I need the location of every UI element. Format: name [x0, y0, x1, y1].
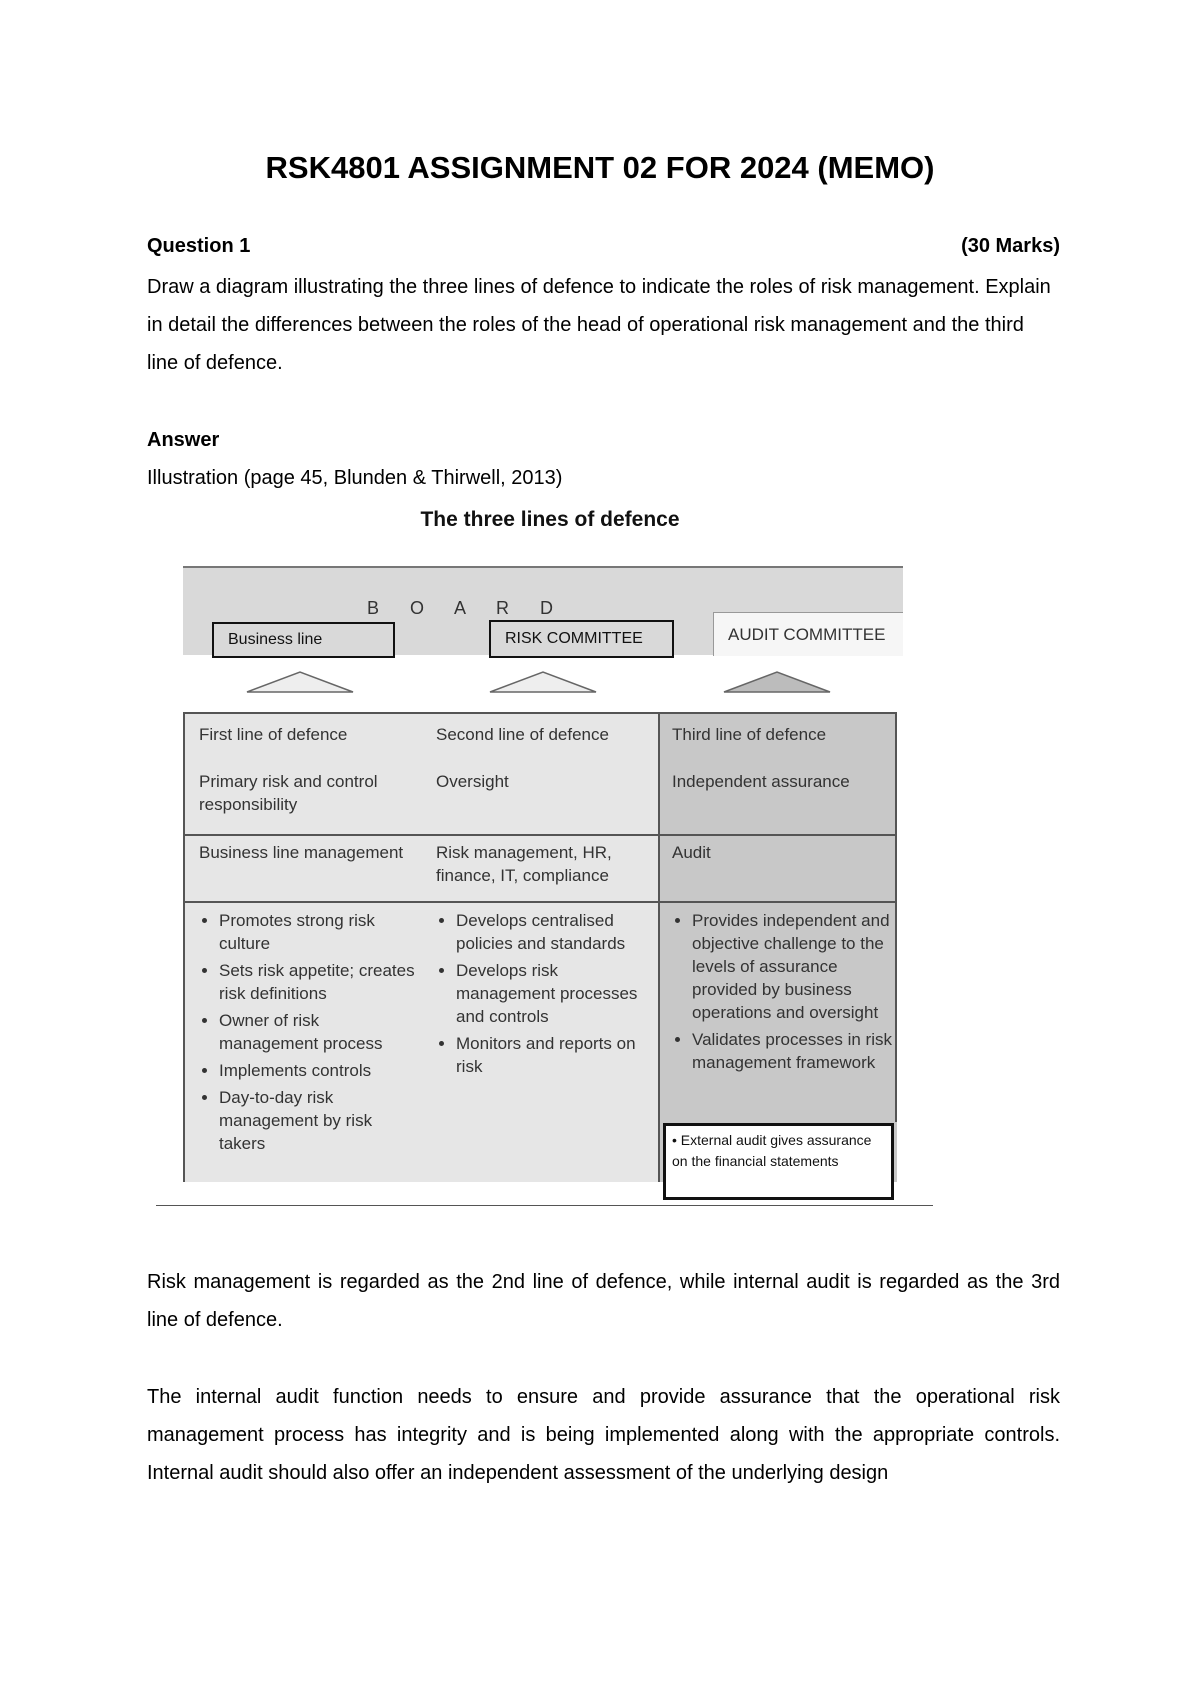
board-label: B O A R D: [367, 598, 567, 618]
col1-bullets: [199, 909, 417, 1159]
col3-bullets: [672, 909, 894, 1078]
col2-who: Risk management, HR, finance, IT, compliance: [436, 843, 612, 885]
col1-heading: First line of defence: [199, 725, 348, 744]
list-item: • Day-to-day risk management by risk takers: [219, 1086, 417, 1155]
table-left-border: [183, 712, 185, 1182]
col2-bullets: [436, 909, 654, 1082]
list-item: • Validates processes in risk management framework: [692, 1028, 894, 1074]
list-item: • Owner of risk management process: [219, 1009, 417, 1055]
question-marks: (30 Marks): [961, 235, 1060, 257]
question-header: [147, 235, 1060, 258]
list-item: • Develops centralised policies and standards: [456, 909, 654, 955]
col2-heading: Second line of defence: [436, 725, 609, 744]
col2-role: Oversight: [436, 772, 509, 791]
board-top-line: [183, 566, 903, 568]
list-item: • Develops risk management processes and controls: [456, 959, 654, 1028]
col3-who: Audit: [672, 843, 711, 862]
business-line-box: Business line: [212, 622, 395, 658]
row-divider-2: [183, 901, 897, 903]
arrow-up-icon-second: [488, 670, 598, 694]
diagram-bottom-rule: [156, 1205, 933, 1206]
list-item: • Implements controls: [219, 1059, 417, 1082]
third-column-left-border: [658, 712, 660, 1182]
paragraph-1: Risk management is regarded as the 2nd line of defence, while internal audit is regarded as the 3rd line of defence.: [147, 1271, 1060, 1331]
table-right-border: [895, 712, 897, 1122]
table-top-border: [183, 712, 897, 714]
answer-source: Illustration (page 45, Blunden & Thirwell, 2013): [147, 467, 563, 489]
col1-role: Primary risk and control responsibility: [199, 772, 378, 814]
list-item: • Promotes strong risk culture: [219, 909, 417, 955]
row-divider-1: [183, 834, 897, 836]
diagram-title: The three lines of defence: [420, 508, 680, 531]
answer-label: Answer: [147, 429, 220, 451]
paragraph-2: The internal audit function needs to ensure and provide assurance that the operational risk management process has integrity and is being implemented along with the appropriate controls. Internal audit should also offer an independent assessment of the underlying design: [147, 1386, 1060, 1484]
col1-who: Business line management: [199, 843, 404, 862]
defence-table: [183, 712, 897, 1182]
col3-heading: Third line of defence: [672, 725, 827, 744]
arrow-up-icon-third: [722, 670, 832, 694]
question-label: Question 1: [147, 235, 251, 257]
risk-committee-box: RISK COMMITTEE: [489, 620, 674, 658]
question-text: Draw a diagram illustrating the three lines of defence to indicate the roles of risk management. Explain in detail the differences between the roles of the head of operational risk management and the third line of defence.: [147, 276, 1051, 374]
col3-role: Independent assurance: [672, 772, 850, 791]
arrow-up-icon-first: [245, 670, 355, 694]
external-audit-note: • External audit gives assurance on the financial statements: [663, 1123, 894, 1200]
list-item: • Provides independent and objective challenge to the levels of assurance provided by business operations and oversight: [692, 909, 894, 1024]
audit-committee-box: AUDIT COMMITTEE: [713, 612, 903, 656]
page-title: RSK4801 ASSIGNMENT 02 FOR 2024 (MEMO): [265, 150, 935, 185]
list-item: • Sets risk appetite; creates risk definitions: [219, 959, 417, 1005]
list-item: • Monitors and reports on risk: [456, 1032, 654, 1078]
